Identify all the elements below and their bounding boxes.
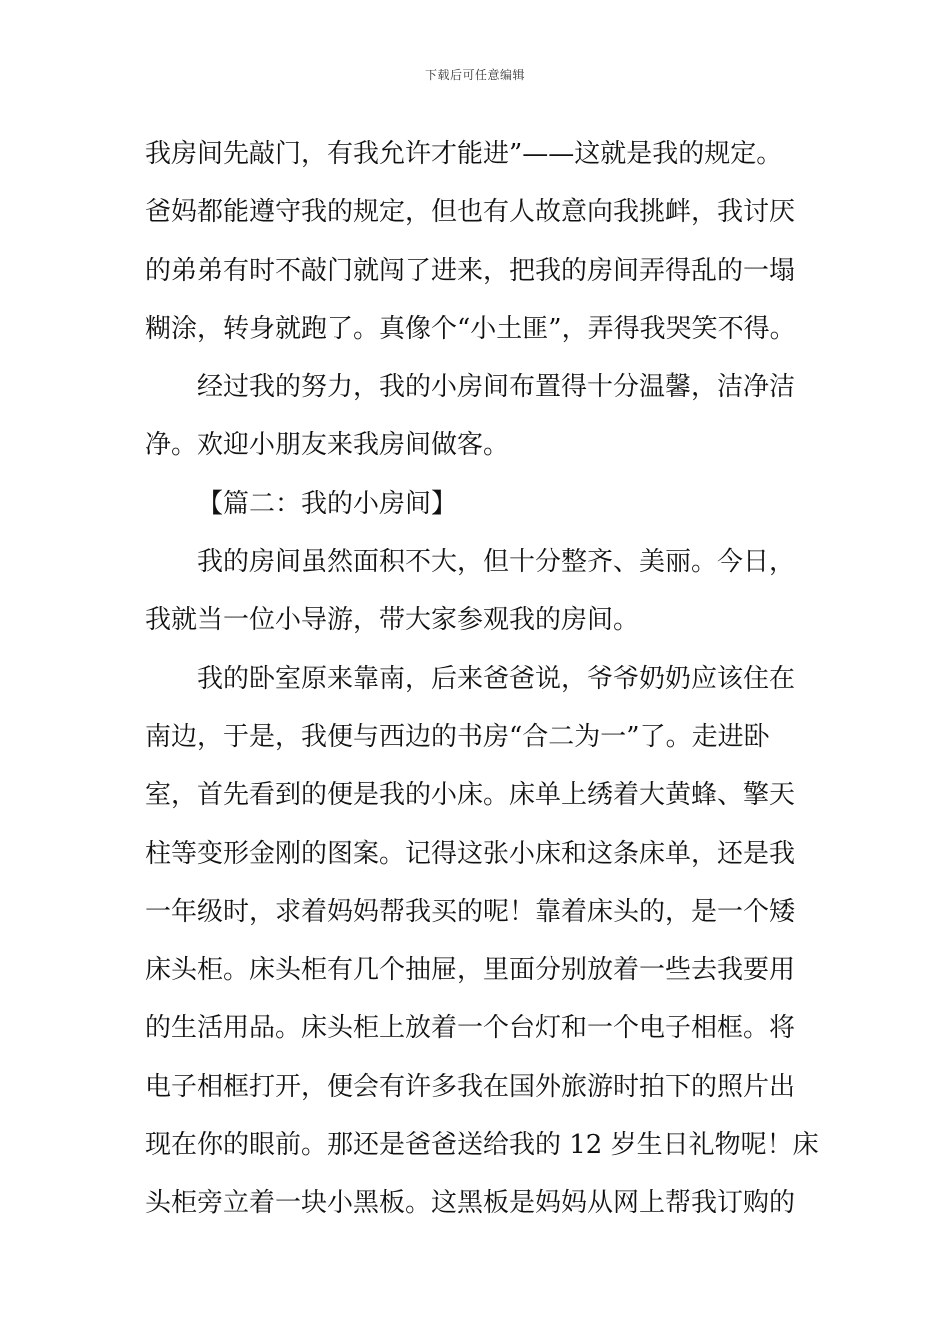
text-line: 净。欢迎小朋友来我房间做客。 — [145, 430, 510, 461]
text-line: 床头柜。床头柜有几个抽屉，里面分别放着一些去我要用 — [145, 955, 796, 986]
text-line: 的生活用品。床头柜上放着一个台灯和一个电子相框。将 — [145, 1013, 796, 1044]
text-line: 糊涂，转身就跑了。真像个“小土匪”，弄得我哭笑不得。 — [145, 313, 796, 344]
text-line: 的弟弟有时不敲门就闯了进来，把我的房间弄得乱的一塌 — [145, 255, 796, 286]
page-header: 下载后可任意编辑 — [424, 68, 525, 82]
text-line: 我的卧室原来靠南，后来爸爸说，爷爷奶奶应该住在 — [197, 663, 796, 694]
text-line: 头柜旁立着一块小黑板。这黑板是妈妈从网上帮我订购的 — [145, 1188, 796, 1219]
text-line: 室，首先看到的便是我的小床。床单上绣着大黄蜂、擎天 — [145, 780, 796, 811]
text-line: 我的房间虽然面积不大，但十分整齐、美丽。今日， — [197, 547, 796, 578]
text-line: 我房间先敲门，有我允许才能进”——这就是我的规定。 — [145, 139, 783, 169]
text-line: 南边，于是，我便与西边的书房“合二为一”了。走进卧 — [145, 721, 770, 752]
text-line: 电子相框打开，便会有许多我在国外旅游时拍下的照片出 — [145, 1071, 796, 1102]
text-line: 我就当一位小导游，带大家参观我的房间。 — [145, 605, 640, 636]
text-line: 现在你的眼前。那还是爸爸送给我的 12 岁生日礼物呢！床 — [145, 1130, 819, 1161]
text-line: 经过我的努力，我的小房间布置得十分温馨，洁净洁 — [197, 372, 796, 403]
section-heading: 【篇二：我的小房间】 — [197, 488, 458, 519]
text-line: 一年级时，求着妈妈帮我买的呢！靠着床头的，是一个矮 — [145, 896, 796, 927]
body-text — [145, 125, 819, 1233]
text-line: 爸妈都能遵守我的规定，但也有人故意向我挑衅，我讨厌 — [145, 197, 796, 228]
text-line: 柱等变形金刚的图案。记得这张小床和这条床单，还是我 — [145, 838, 796, 869]
